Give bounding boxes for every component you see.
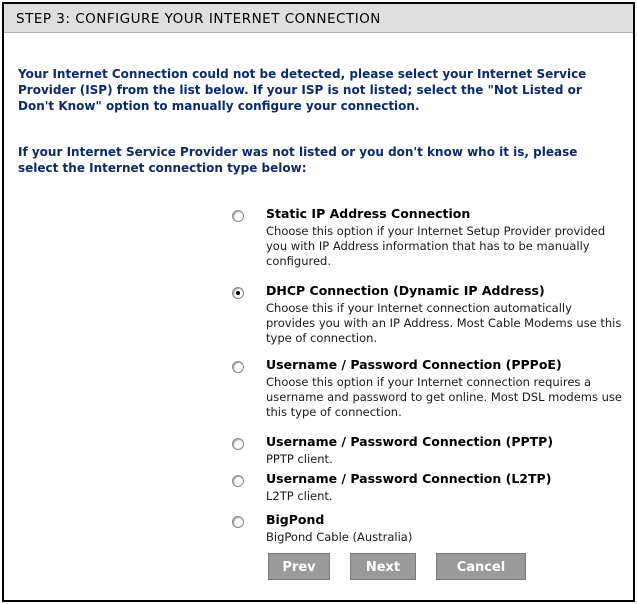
prev-button[interactable]: Prev: [268, 553, 330, 580]
option-title: Username / Password Connection (PPTP): [266, 434, 554, 449]
radio-static-ip[interactable]: [232, 210, 244, 222]
header-bar: [4, 4, 633, 33]
option-title: DHCP Connection (Dynamic IP Address): [266, 283, 545, 298]
cancel-button[interactable]: Cancel: [436, 553, 526, 580]
step-title: STEP 3: CONFIGURE YOUR INTERNET CONNECTION: [16, 11, 381, 27]
option-title: Username / Password Connection (PPPoE): [266, 357, 562, 372]
radio-dhcp[interactable]: [232, 287, 244, 299]
radio-pppoe[interactable]: [232, 361, 244, 373]
radio-l2tp[interactable]: [232, 475, 244, 487]
wizard-panel: [2, 2, 635, 602]
intro-paragraph: Your Internet Connection could not be detected, please select your Internet Service Provider (ISP) from the list below. If your ISP is not listed; select the "Not Listed or Don't Know" option to manually configure your connection.: [18, 67, 587, 113]
option-description: PPTP client.: [266, 452, 333, 466]
radio-bigpond[interactable]: [232, 516, 244, 528]
next-button[interactable]: Next: [350, 553, 416, 580]
option-description: Choose this if your Internet connection automatically provides you with an IP Address. Most Cable Modems use this type of connection.: [266, 301, 622, 345]
option-description: BigPond Cable (Australia): [266, 530, 413, 544]
option-description: Choose this option if your Internet connection requires a username and password to get online. Most DSL modems use this type of connection.: [266, 375, 622, 419]
option-title: BigPond: [266, 512, 325, 527]
option-title: Static IP Address Connection: [266, 206, 471, 221]
option-description: L2TP client.: [266, 489, 333, 503]
connection-type-prompt: If your Internet Service Provider was not listed or you don't know who it is, please select the Internet connection type below:: [18, 145, 578, 175]
option-title: Username / Password Connection (L2TP): [266, 471, 552, 486]
radio-pptp[interactable]: [232, 438, 244, 450]
option-description: Choose this option if your Internet Setup Provider provided you with IP Address information that has to be manually configured.: [266, 224, 606, 268]
